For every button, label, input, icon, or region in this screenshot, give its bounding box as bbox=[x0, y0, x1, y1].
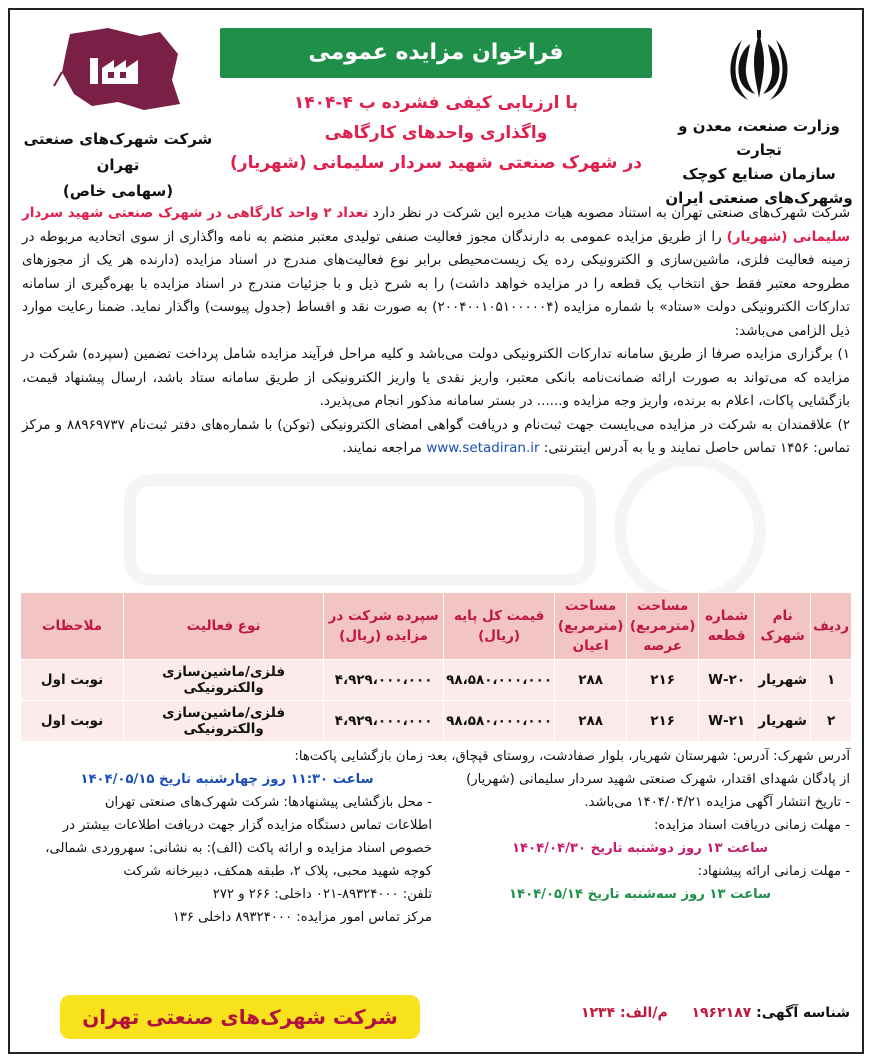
company-block bbox=[18, 24, 218, 204]
cell-row-number: ۲ bbox=[811, 701, 852, 742]
cell-base-price: ۹۸،۵۸۰،۰۰۰،۰۰۰ bbox=[444, 660, 555, 701]
notice-title: فراخوان مزایده عمومی bbox=[220, 28, 652, 78]
company-type: (سهامی خاص) bbox=[62, 182, 174, 200]
ministry-block bbox=[664, 28, 854, 210]
subtitle-1: با ارزیابی کیفی فشرده ب ۴-۱۴۰۴ bbox=[293, 93, 579, 113]
intro-text-b: را از طریق مزایده عمومی به دارندگان مجوز فعالیت صنفی تولیدی معتبر منضم به نامه واگذاری از سوی اتحادیه مربوطه در زمینه فعالیت فلزی، ماشین‌سازی و الکترونیکی رده یک زیست‌محیطی برابر نوع فعالیت‌های مندرج در اسناد مزایده (دارنده هر یک از مجوزهای مطروحه معتبر فقط حق انتخاب یک قطعه را در مزایده خواهد داشت) را به شرح ذیل و با جزئیات مندرج در اسناد مزایده با بهره‌گیری از سامانه تدارکات الکترونیکی دولت «ستاد» با شماره مزایده (۲۰۰۴۰۰۱۰۵۱۰۰۰۰۰۴) به صورت نقد و اقساط (جدول پیوست) واگذار نماید. ضمنا رعایت موارد ذیل الزامی می‌باشد: bbox=[22, 228, 850, 339]
cell-remarks: نوبت اول bbox=[21, 660, 124, 701]
header-activity-type: نوع فعالیت bbox=[124, 593, 324, 660]
title-block bbox=[220, 28, 652, 178]
header-town-name: نام شهرک bbox=[755, 593, 811, 660]
cell-base-price: ۹۸،۵۸۰،۰۰۰،۰۰۰ bbox=[444, 701, 555, 742]
details-left bbox=[22, 745, 432, 929]
notice-body bbox=[22, 202, 850, 461]
ad-code: م/الف: ۱۲۳۴ bbox=[580, 1005, 668, 1021]
header-deposit: سپرده شرکت در مزایده (ریال) bbox=[324, 593, 444, 660]
setad-link[interactable]: www.setadiran.ir bbox=[426, 440, 540, 456]
contact-info: اطلاعات تماس دستگاه مزایده گزار جهت دریافت اطلاعات بیشتر در خصوص اسناد مزایده و ارائه پاکت (الف): به نشانی: سهروردی شمالی، کوچه شهید محبی، پلاک ۲، طبقه همکف، دبیرخانه شرکت bbox=[45, 818, 432, 879]
phone-info: تلفن: ۸۹۳۲۴۰۰۰-۰۲۱ داخلی: ۲۶۶ و ۲۷۲ bbox=[212, 887, 432, 902]
cell-building-area: ۲۸۸ bbox=[555, 660, 627, 701]
ministry-line-2: سازمان صنایع کوچک bbox=[682, 165, 836, 183]
header-plot-number: شماره قطعه bbox=[699, 593, 755, 660]
cell-row-number: ۱ bbox=[811, 660, 852, 701]
cell-deposit: ۴،۹۲۹،۰۰۰،۰۰۰ bbox=[324, 701, 444, 742]
opening-label: - زمان بازگشایی پاکت‌ها: bbox=[294, 749, 432, 764]
subtitle-2: واگذاری واحدهای کارگاهی bbox=[324, 123, 548, 143]
rule-2 bbox=[22, 414, 850, 461]
cell-remarks: نوبت اول bbox=[21, 701, 124, 742]
header bbox=[10, 10, 862, 205]
cell-activity-type: فلزی/ماشین‌سازی والکترونیکی bbox=[124, 701, 324, 742]
details-right bbox=[430, 745, 850, 906]
offer-deadline-time: ساعت ۱۳ روز سه‌شنبه تاریخ ۱۴۰۴/۰۵/۱۴ bbox=[508, 887, 772, 902]
cell-land-area: ۲۱۶ bbox=[627, 660, 699, 701]
rule-1: ۱) برگزاری مزایده صرفا از طریق سامانه تدارکات الکترونیکی دولت می‌باشد و کلیه مراحل فرآیند مزایده شامل پرداخت تضمین (سپرده) شرکت در مزایده که می‌تواند به صورت ارائه ضمانت‌نامه بانکی معتبر، واریز نقدی یا واریز الکترونیکی از طریق سامانه ستاد باشد، ارسال پیشنهاد قیمت، بازگشایی پاکات، اعلام به برنده، واریز وجه مزایده و...... در بستر سامانه مذکور انجام می‌پذیرد. bbox=[22, 346, 850, 409]
rule-2-text-a: ۲) علاقمندان به شرکت در مزایده می‌بایست جهت ثبت‌نام و دریافت گواهی امضای الکترونیکی (توکن) با شماره‌های دفتر ثبت‌نام ۸۸۹۶۹۷۳۷ و مرکز تماس: ۱۴۵۶ تماس حاصل نمایند و یا به آدرس اینترنتی: bbox=[22, 416, 850, 456]
company-name: شرکت شهرک‌های صنعتی تهران bbox=[23, 130, 213, 174]
docs-deadline-time: ساعت ۱۳ روز دوشنبه تاریخ ۱۴۰۴/۰۴/۳۰ bbox=[511, 841, 769, 856]
cell-plot-number: ۲۰-W bbox=[699, 660, 755, 701]
auction-center-info: مرکز تماس امور مزایده: ۸۹۳۲۴۰۰۰ داخلی ۱۳۶ bbox=[172, 910, 432, 925]
ad-identifier bbox=[581, 1005, 850, 1021]
auction-notice bbox=[8, 8, 864, 1054]
subtitle-3: در شهرک صنعتی شهید سردار سلیمانی (شهریار) bbox=[230, 153, 642, 173]
ministry-line-3: وشهرک‌های صنعتی ایران bbox=[665, 189, 853, 207]
docs-deadline-label: - مهلت زمانی دریافت اسناد مزایده: bbox=[653, 818, 850, 833]
header-base-price: قیمت کل پایه (ریال) bbox=[444, 593, 555, 660]
cell-town-name: شهریار bbox=[755, 660, 811, 701]
offer-deadline-label: - مهلت زمانی ارائه پیشنهاد: bbox=[697, 864, 850, 879]
opening-place: - محل بازگشایی پیشنهادها: شرکت شهرک‌های صنعتی تهران bbox=[104, 795, 432, 810]
cell-plot-number: ۲۱-W bbox=[699, 701, 755, 742]
intro-highlight: تعداد ۲ واحد کارگاهی در شهرک صنعتی شهید سردار سلیمانی (شهریار) bbox=[22, 205, 850, 245]
header-remarks: ملاحظات bbox=[21, 593, 124, 660]
table-row bbox=[21, 701, 852, 742]
intro-text-a: شرکت شهرک‌های صنعتی تهران به استناد مصوبه هیات مدیره این شرکت در نظر دارد bbox=[372, 205, 851, 221]
units-table-wrap bbox=[20, 592, 852, 742]
industrial-towns-logo-icon bbox=[48, 24, 188, 116]
cell-building-area: ۲۸۸ bbox=[555, 701, 627, 742]
publish-date: - تاریخ انتشار آگهی مزایده ۱۴۰۴/۰۴/۲۱ می‌باشد. bbox=[584, 795, 850, 810]
ministry-line-1: وزارت صنعت، معدن و تجارت bbox=[678, 117, 840, 159]
cell-activity-type: فلزی/ماشین‌سازی والکترونیکی bbox=[124, 660, 324, 701]
cell-town-name: شهریار bbox=[755, 701, 811, 742]
ad-id-label: شناسه آگهی: bbox=[756, 1005, 850, 1021]
header-land-area: مساحت (مترمربع) عرصه bbox=[627, 593, 699, 660]
cell-land-area: ۲۱۶ bbox=[627, 701, 699, 742]
intro-paragraph bbox=[22, 202, 850, 343]
company-banner: شرکت شهرک‌های صنعتی تهران bbox=[60, 995, 420, 1039]
table-row bbox=[21, 660, 852, 701]
header-building-area: مساحت (مترمربع) اعیان bbox=[555, 593, 627, 660]
units-table bbox=[20, 592, 852, 742]
table-header-row bbox=[21, 593, 852, 660]
iran-emblem-icon bbox=[724, 28, 794, 104]
rule-2-text-b: مراجعه نمایند. bbox=[342, 440, 422, 456]
header-row-number: ردیف bbox=[811, 593, 852, 660]
town-address: آدرس شهرک: آدرس: شهرستان شهریار، بلوار صفادشت، روستای قپچاق، بعد از پادگان شهدای اقتدار، شهرک صنعتی شهید سردار سلیمانی (شهریار) bbox=[430, 749, 850, 787]
ad-id-number: ۱۹۶۲۱۸۷ bbox=[691, 1005, 752, 1021]
cell-deposit: ۴،۹۲۹،۰۰۰،۰۰۰ bbox=[324, 660, 444, 701]
opening-time: ساعت ۱۱:۳۰ روز چهارشنبه تاریخ ۱۴۰۴/۰۵/۱۵ bbox=[80, 772, 374, 787]
